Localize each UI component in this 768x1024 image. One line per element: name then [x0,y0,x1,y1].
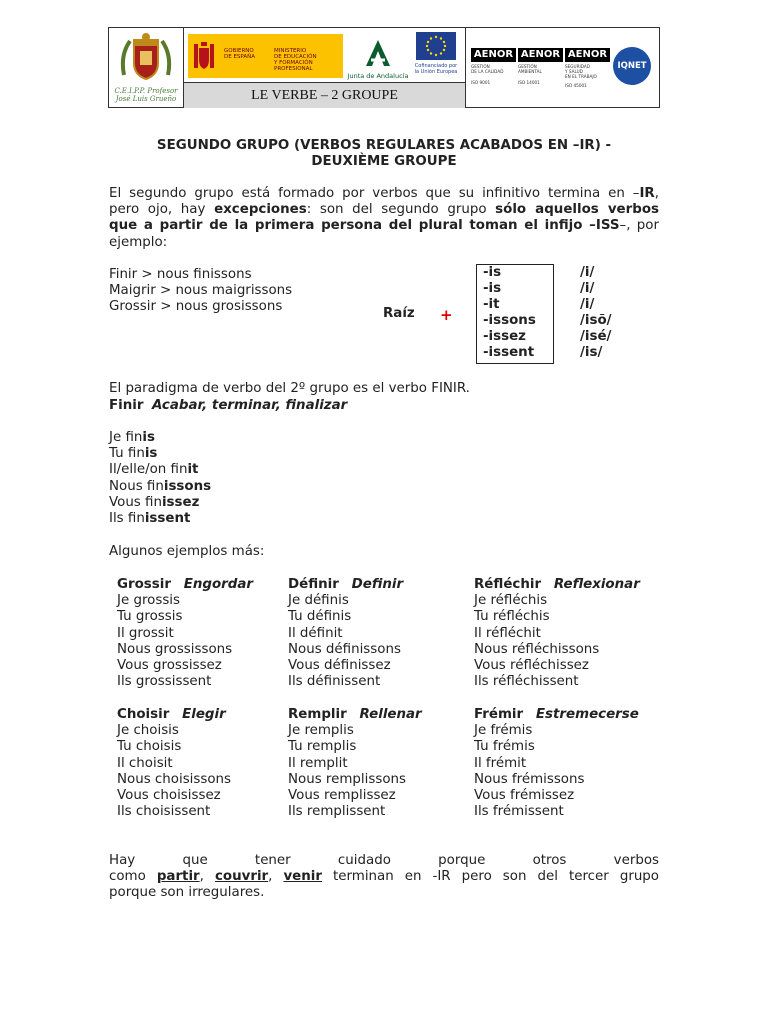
aenor-sub [518,64,563,74]
verb-form: Vous remplissez [288,788,396,804]
conj-ending: it [187,462,199,478]
verb-block-definir [288,577,403,690]
school-logo-cell [109,28,184,107]
verb-name: Définir [288,577,339,592]
intro-bold: sólo aquellos verbos [495,202,659,218]
example-item: Maigrir > nous maigrissons [109,283,293,299]
conj-stem: Vous fin [109,494,162,510]
conj-stem: Je fin [109,430,143,445]
pronunciation: /isõ/ [580,313,612,328]
pronunciation: /i/ [580,265,595,280]
verb-heading [117,707,231,723]
gov-line: DE ESPAÑA [224,54,256,60]
pronunciation: /is/ [580,345,603,360]
intro-line-2 [109,202,659,218]
intro-bold: IR [639,186,655,201]
finir-conjugation [109,430,211,527]
verb-form: Ils remplissent [288,804,386,820]
closing-text: , [268,869,284,885]
verb-name: Remplir [288,707,347,722]
min-line: DE EDUCACIÓN [274,54,317,60]
intro-line-1 [109,186,659,202]
ending: -issent [483,345,535,360]
spain-coat-of-arms-icon [192,40,216,72]
intro-text: , [654,186,659,201]
school-crest-icon [118,31,174,83]
verb-translation: Elegir [182,707,226,722]
verb-form: Vous réfléchissez [474,658,589,674]
verb-form: Je frémis [474,723,533,739]
endings-box [476,264,554,364]
verb-form: Vous grossissez [117,658,222,674]
plus-sign: + [440,306,453,324]
institution-logos-cell [184,28,466,107]
verb-form: Tu remplis [288,739,357,755]
verb-heading [117,577,253,593]
verb-form: Vous choisissez [117,788,221,804]
aenor-sub-line: SEGURIDAD [565,64,590,69]
verb-form: Il choisit [117,755,173,771]
aenor-code: ISO 14001 [518,80,540,85]
junta-andalucia-icon [363,38,393,68]
verb-block-choisir [117,707,231,820]
verb-translation: Reflexionar [553,577,640,592]
ending: -it [483,297,500,312]
conj-row [109,511,211,527]
verb-form: Je définis [288,593,349,609]
verb-heading [288,577,403,593]
verb-name: Frémir [474,707,524,722]
aenor-sub-line: GESTIÓN [518,64,537,69]
closing-line-2 [109,869,659,885]
verb-form: Ils définissent [288,674,381,690]
eu-caption-2: la Unión Europea [414,68,458,75]
verb-name: Grossir [117,577,171,592]
more-examples-label: Algunos ejemplos más: [109,544,265,559]
eu-flag-icon [416,32,456,60]
verb-form: Nous remplissons [288,771,406,787]
verb-form: Je remplis [288,723,354,739]
intro-line-4: ejemplo: [109,234,168,250]
paradigm-verb: Finir [109,398,144,413]
closing-text: , [199,869,215,885]
verb-block-fremir [474,707,639,820]
verb-block-reflechir [474,577,640,690]
verb-form: Ils réfléchissent [474,674,579,690]
irregular-verb: partir [156,869,200,885]
verb-form: Vous définissez [288,658,391,674]
conj-ending: issent [144,511,191,527]
section-heading-line-1: SEGUNDO GRUPO (VERBOS REGULARES ACABADOS EN –IR) - [156,138,612,153]
verb-translation: Estremecerse [535,707,639,722]
section-heading-line-2: DEUXIÈME GROUPE [311,154,457,169]
conj-stem: Tu fin [109,446,145,462]
aenor-sub-line: Y SALUD [565,69,583,74]
conj-stem: Nous fin [109,478,164,494]
ending: -issez [483,329,526,344]
intro-paragraph [109,186,659,251]
aenor-badge: AENOR [565,48,610,62]
crest-caption-1: C.E.I.P.P. Profesor [114,87,178,95]
verb-form: Il définit [288,625,343,641]
intro-text: pero ojo, hay [109,202,215,218]
min-line: MINISTERIO [274,48,307,54]
infinitive-examples [109,267,292,316]
verb-form: Nous grossissons [117,641,233,657]
verb-translation: Definir [351,577,404,592]
aenor-sub [471,64,516,74]
aenor-sub-line: GESTIÓN [471,64,490,69]
verb-name: Choisir [117,707,170,722]
irregular-verb: couvrir [214,869,269,885]
conj-stem: Ils fin [109,511,145,527]
aenor-sub [565,64,610,79]
raiz-label: Raíz [383,306,415,321]
closing-line-1: Hay que tener cuidado porque otros verbos [109,853,659,868]
junta-logo [347,38,409,80]
verb-block-remplir [288,707,422,820]
verb-form: Je choisis [117,723,179,739]
conj-row [109,430,211,446]
aenor-sub-line: DE LA CALIDAD [471,69,504,74]
verb-name: Réfléchir [474,577,542,592]
aenor-sub-line: AMBIENTAL [518,69,542,74]
conj-row [109,495,211,511]
min-line: Y FORMACIÓN PROFESIONAL [274,60,313,72]
verb-form: Nous réfléchissons [474,641,600,657]
verb-form: Ils grossissent [117,674,212,690]
gobierno-text [224,48,255,60]
verb-heading [474,577,640,593]
verb-form: Tu frémis [474,739,535,755]
example-item: Grossir > nous grosissons [109,299,283,315]
intro-bold: que a partir de la primera persona del plural toman el infijo –ISS [109,218,620,234]
verb-form: Tu réfléchis [474,609,550,625]
pronunciation: /i/ [580,281,595,296]
example-item: Finir > nous finissons [109,267,252,282]
aenor-code: ISO 9001 [471,80,491,85]
verb-translation: Rellenar [359,707,422,722]
verb-heading [288,707,422,723]
conj-ending: issons [163,478,212,494]
document-header [108,27,660,108]
intro-text: El segundo grupo está formado por verbos que su infinitivo termina en – [109,186,640,201]
paradigm-translation: Acabar, terminar, finalizar [151,398,348,413]
verb-form: Nous définissons [288,641,401,657]
verb-form: Il réfléchit [474,625,541,641]
verb-form: Vous frémissez [474,788,575,804]
conj-row [109,479,211,495]
intro-bold: excepciones [214,202,307,218]
ending: -issons [483,313,536,328]
gobierno-logo [188,34,343,78]
verb-form: Tu définis [288,609,352,625]
verb-form: Nous choisissons [117,771,231,787]
verb-form: Tu grossis [117,609,183,625]
conj-stem: Il/elle/on fin [109,462,188,478]
verb-form: Il remplit [288,755,348,771]
conj-row [109,446,211,462]
verb-form: Il frémit [474,755,527,771]
intro-text: –, por [619,218,660,234]
certification-logos-cell [466,28,659,107]
verb-form: Je grossis [117,593,180,609]
aenor-sub-line: EN EL TRABAJO [565,74,597,79]
ministerio-text [274,48,343,72]
crest-caption-2: José Luis Grueño [115,95,177,103]
verb-form: Ils frémissent [474,804,564,820]
verb-block-grossir [117,577,253,690]
conj-ending: issez [161,494,200,510]
conj-ending: is [144,446,158,462]
verb-form: Tu choisis [117,739,182,755]
irregular-verb: venir [283,869,322,885]
gov-line: GOBIERNO [224,48,254,54]
aenor-badge: AENOR [471,48,516,62]
closing-text: como [109,869,157,885]
verb-form: Il grossit [117,625,174,641]
intro-text: : son del segundo grupo [306,202,496,218]
ending: -is [483,265,502,280]
iqnet-logo: IQNET [613,47,651,85]
ending: -is [483,281,502,296]
verb-form: Je réfléchis [474,593,548,609]
paradigm-verb-line [109,398,347,413]
closing-paragraph [109,853,659,902]
document-title: LE VERBE – 2 GROUPE [184,82,465,108]
verb-heading [474,707,639,723]
verb-form: Ils choisissent [117,804,211,820]
aenor-code: ISO 45001 [565,83,587,88]
pronunciation: /i/ [580,297,595,312]
verb-translation: Engordar [183,577,254,592]
paradigm-line: El paradigma de verbo del 2º grupo es el verbo FINIR. [109,381,470,396]
eu-caption-1: Cofinanciado por [414,63,458,69]
closing-line-3: porque son irregulares. [109,885,265,901]
junta-name: Junta de Andalucía [347,72,409,80]
intro-line-3 [109,218,659,234]
closing-text: terminan en -IR pero son del tercer grupo [322,869,660,885]
conj-ending: is [142,430,155,445]
pronunciation: /isé/ [580,329,612,344]
conj-row [109,462,211,478]
eu-logo [412,32,460,80]
aenor-badge: AENOR [518,48,563,62]
verb-form: Nous frémissons [474,771,585,787]
